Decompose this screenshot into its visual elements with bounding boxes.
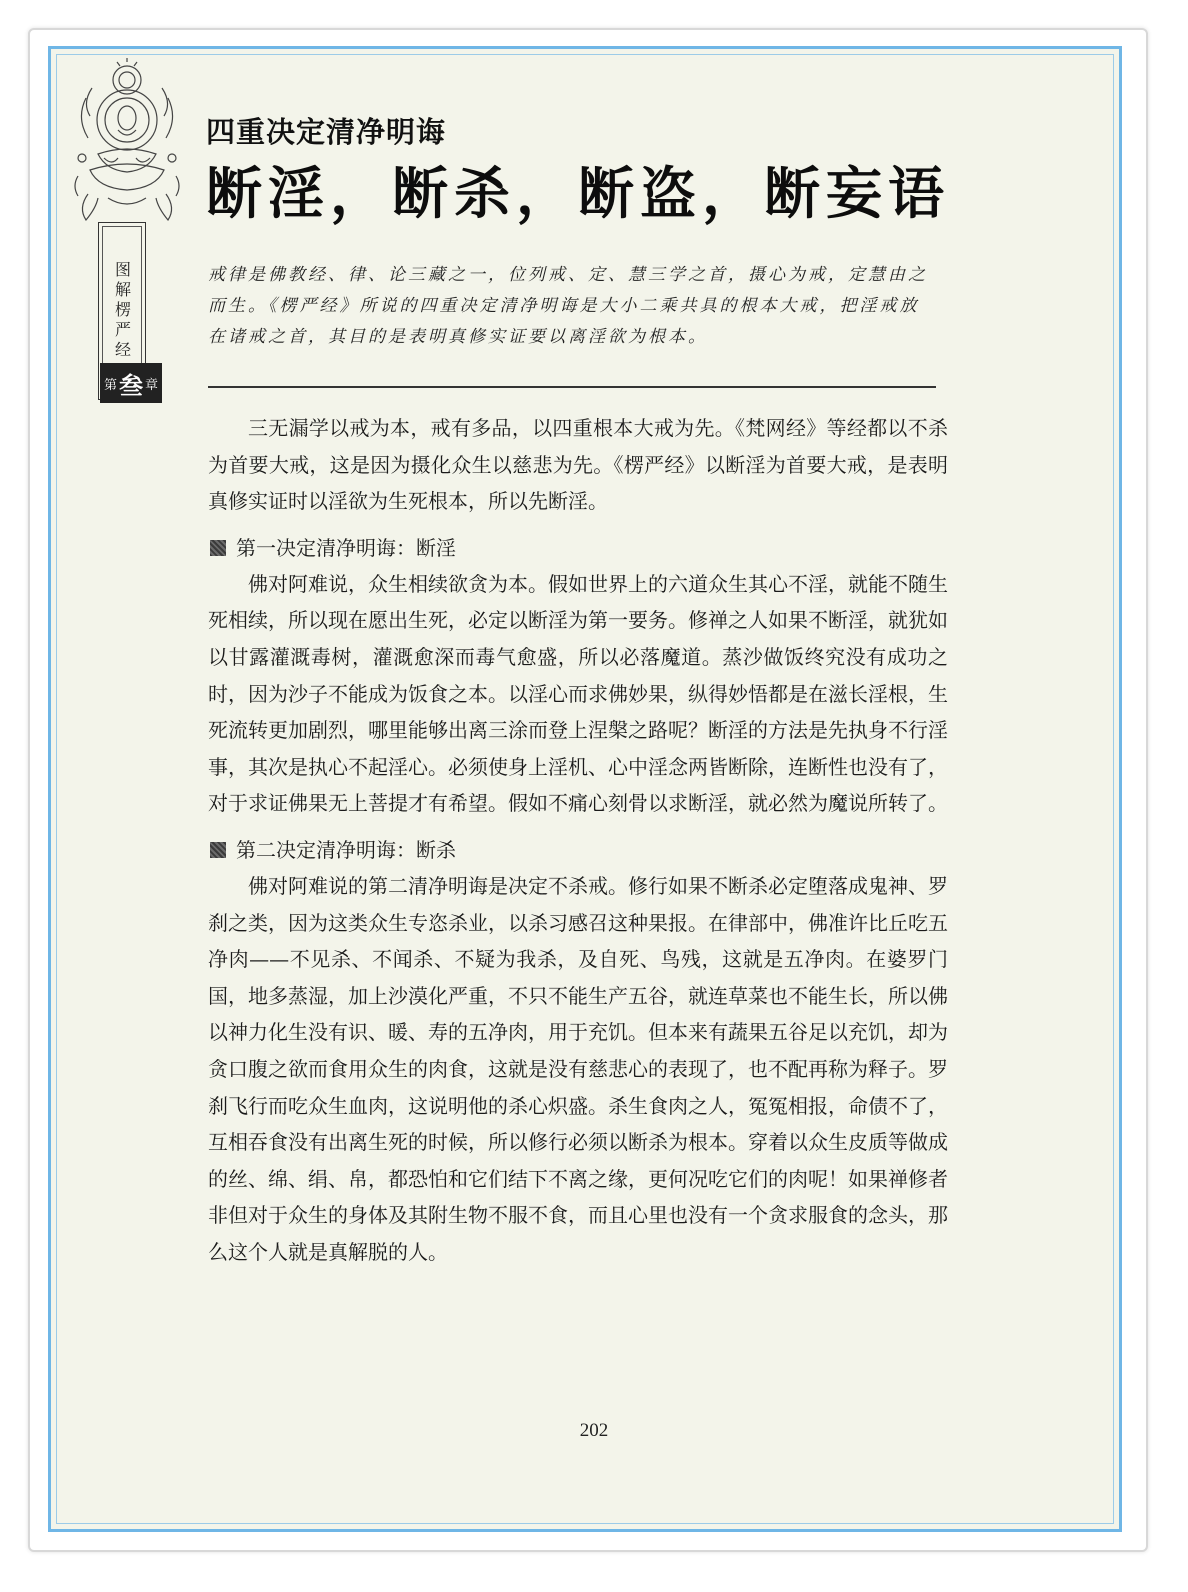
section-heading-2 [208,832,948,868]
section-2-paragraph: 佛对阿难说的第二清净明诲是决定不杀戒。修行如果不断杀必定堕落成鬼神、罗刹之类，因为这类众生专恣杀业，以杀习感召这种果报。在律部中，佛准许比丘吃五净肉——不见杀、不闻杀、不疑为我杀，及自死、鸟残，这就是五净肉。在婆罗门国，地多蒸湿，加上沙漠化严重，不只不能生产五谷，就连草菜也不能生长，所以佛以神力化生没有识、暖、寿的五净肉，用于充饥。但本来有蔬果五谷足以充饥，却为贪口腹之欲而食用众生的肉食，这就是没有慈悲心的表现了，也不配再称为释子。罗刹飞行而吃众生血肉，这说明他的杀心炽盛。杀生食肉之人，冤冤相报，命债不了，互相吞食没有出离生死的时候，所以修行必须以断杀为根本。穿着以众生皮质等做成的丝、绵、绢、帛，都恐怕和它们结下不离之缘，更何况吃它们的肉呢！如果禅修者非但对于众生的身体及其附生物不服不食，而且心里也没有一个贪求服食的念头，那么这个人就是真解脱的人。 [208,873,948,1264]
intro-paragraph: 戒律是佛教经、律、论三藏之一，位列戒、定、慧三学之首，摄心为戒，定慧由之而生。《楞严经》所说的四重决定清净明诲是大小二乘共具的根本大戒，把淫戒放在诸戒之首，其目的是表明真修实证要以离淫欲为根本。 [208,265,928,347]
page-number: 202 [579,1420,609,1441]
opening-paragraph: 三无漏学以戒为本，戒有多品，以四重根本大戒为先。《梵网经》等经都以不杀为首要大戒，这是因为摄化众生以慈悲为先。《楞严经》以断淫为首要大戒，是表明真修实证时以淫欲为生死根本，所以先断淫。 [208,416,948,514]
chapter-prefix: 第 [103,377,117,393]
section-1-paragraph: 佛对阿难说，众生相续欲贪为本。假如世界上的六道众生其心不淫，就能不随生死相续，所以现在愿出生死，必定以断淫为第一要务。修禅之人如果不断淫，就犹如以甘露灌溉毒树，灌溉愈深而毒气愈盛，所以必落魔道。蒸沙做饭终究没有成功之时，因为沙子不能成为饭食之本。以淫心而求佛妙果，纵得妙悟都是在滋长淫根，生死流转更加剧烈，哪里能够出离三涂而登上涅槃之路呢？断淫的方法是先执身不行淫事，其次是执心不起淫心。必须使身上淫机、心中淫念两皆断除，连断性也没有了，对于求证佛果无上菩提才有希望。假如不痛心刻骨以求断淫，就必然为魔说所转了。 [208,571,948,816]
section-heading-1-text: 第一决定清净明诲：断淫 [236,535,456,560]
section-subtitle: 四重决定清净明诲 [206,115,447,149]
divider [208,386,936,388]
section-marker-icon [210,540,226,556]
series-label: 图解楞严经 [102,226,142,396]
section-heading-1 [208,530,948,566]
chapter-suffix: 章 [145,377,159,393]
chapter-badge [100,363,162,403]
section-marker-icon [210,842,226,858]
chapter-number: 叁 [119,371,143,400]
body-text [208,410,948,1270]
page-title: 断淫，断杀，断盗，断妄语 [206,161,950,227]
section-heading-2-text: 第二决定清净明诲：断杀 [236,837,456,862]
